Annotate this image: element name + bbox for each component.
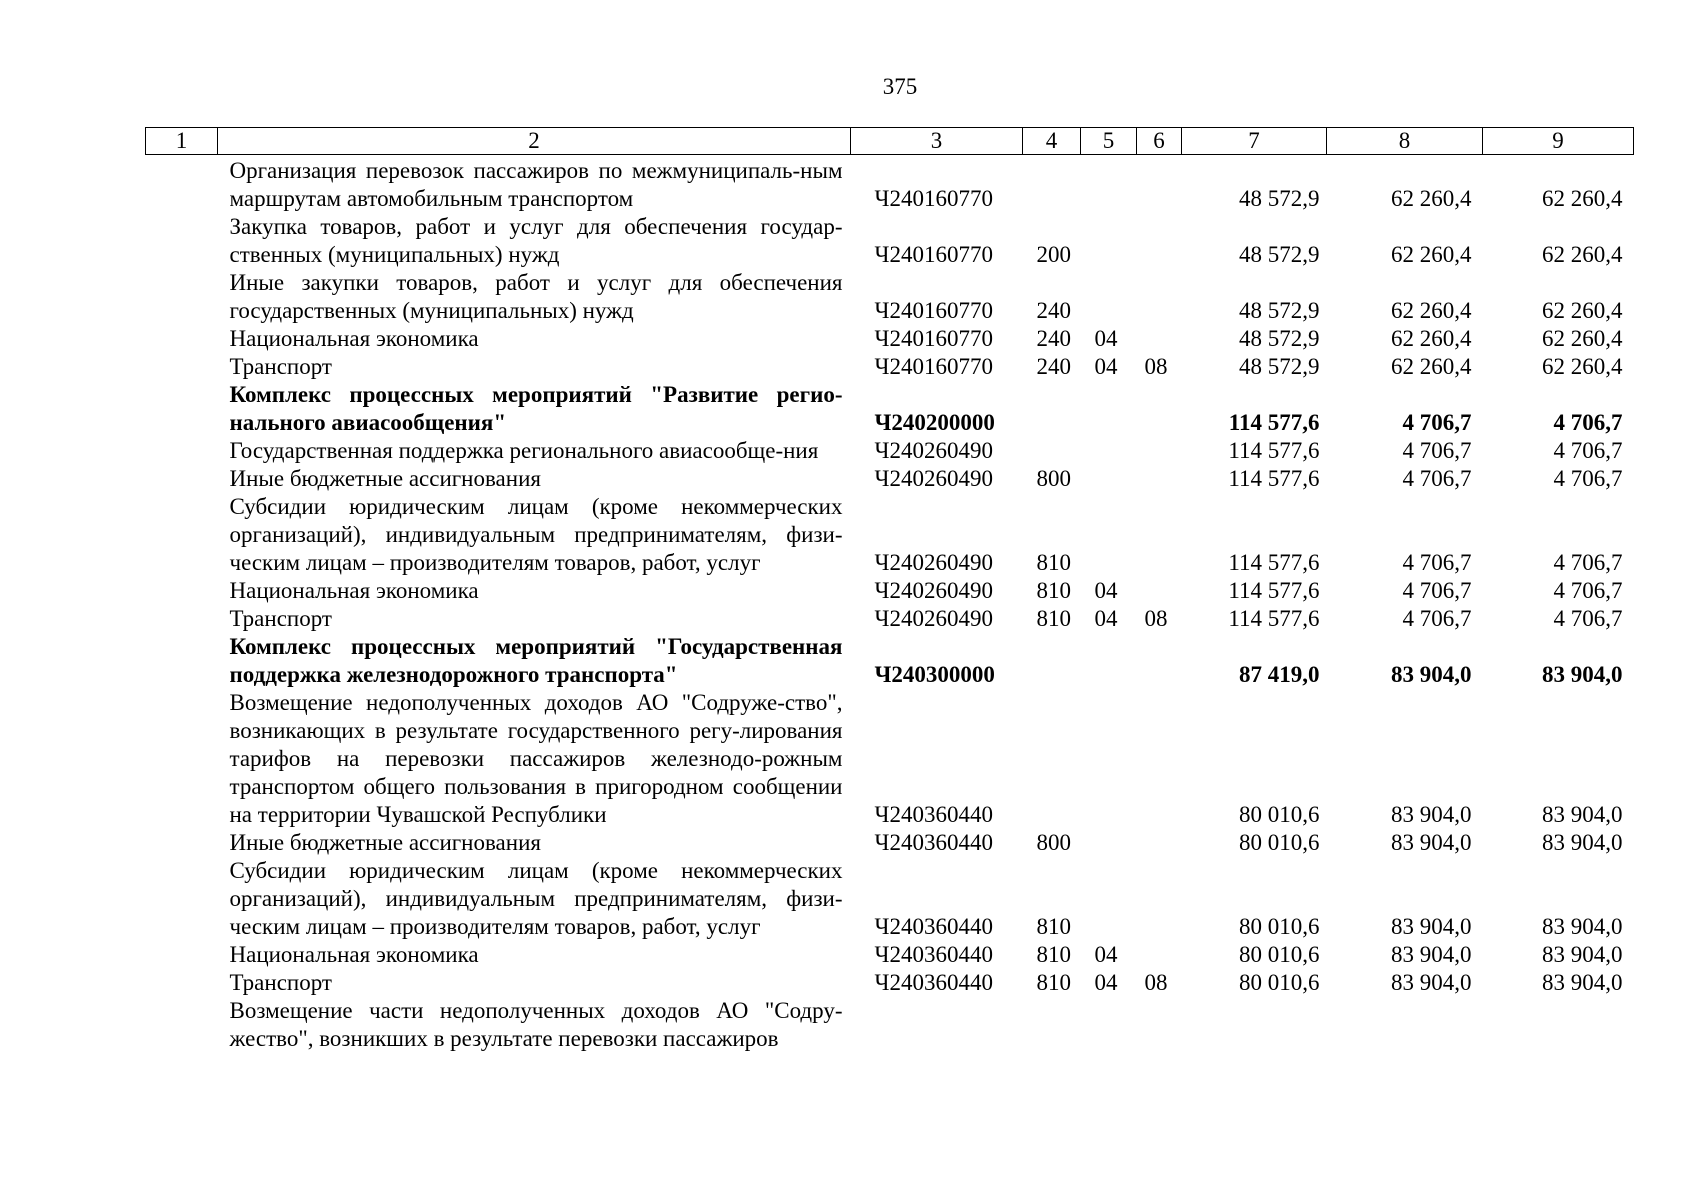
cell-value-9: 62 260,4 <box>1542 242 1623 267</box>
table-row <box>146 155 1634 214</box>
cell-value-9: 62 260,4 <box>1542 354 1623 379</box>
cell-group: 800 <box>1036 830 1071 855</box>
cell-code: Ч240160770 <box>874 242 993 267</box>
cell-subsection <box>1137 577 1182 605</box>
header-col-6: 6 <box>1137 128 1182 155</box>
cell-name: Закупка товаров, работ и услуг для обеспечения государ-ственных (муниципальных) нужд <box>229 214 843 267</box>
cell-code: Ч240200000 <box>874 410 995 435</box>
cell-group <box>1023 689 1081 829</box>
cell-value-7 <box>1182 997 1327 1053</box>
cell-name: Транспорт <box>229 606 332 631</box>
cell-name: Комплекс процессных мероприятий "Развитие регио-нального авиасообщения" <box>229 382 843 435</box>
cell-section <box>1081 493 1137 577</box>
cell-subsection <box>1137 465 1182 493</box>
table-row <box>146 689 1634 829</box>
cell-value-7: 114 577,6 <box>1228 550 1320 575</box>
cell-code: Ч240360440 <box>874 830 993 855</box>
cell-value-8: 62 260,4 <box>1391 354 1472 379</box>
header-col-7: 7 <box>1182 128 1327 155</box>
cell-col-1 <box>146 605 218 633</box>
cell-value-9: 4 706,7 <box>1553 578 1623 603</box>
cell-name: Комплекс процессных мероприятий "Государственная поддержка железнодорожного транспорта" <box>229 634 843 687</box>
cell-group: 800 <box>1036 466 1071 491</box>
cell-subsection <box>1137 325 1182 353</box>
page-number: 375 <box>882 74 918 99</box>
header-col-2: 2 <box>218 128 851 155</box>
cell-col-1 <box>146 633 218 689</box>
cell-value-8: 83 904,0 <box>1391 970 1472 995</box>
cell-group: 810 <box>1036 914 1071 939</box>
cell-value-8: 4 706,7 <box>1402 466 1472 491</box>
header-col-9: 9 <box>1483 128 1634 155</box>
cell-section: 04 <box>1094 970 1118 995</box>
table-row <box>146 829 1634 857</box>
cell-col-1 <box>146 997 218 1053</box>
header-col-5: 5 <box>1081 128 1137 155</box>
cell-group: 240 <box>1036 326 1071 351</box>
table-row <box>146 213 1634 269</box>
table-row <box>146 941 1634 969</box>
header-col-4: 4 <box>1023 128 1081 155</box>
cell-value-7: 48 572,9 <box>1239 298 1320 323</box>
cell-value-7: 114 577,6 <box>1228 578 1320 603</box>
cell-col-1 <box>146 465 218 493</box>
cell-value-8: 4 706,7 <box>1402 550 1472 575</box>
cell-subsection <box>1137 437 1182 465</box>
cell-value-9 <box>1483 997 1634 1053</box>
table-row <box>146 857 1634 941</box>
cell-value-9: 83 904,0 <box>1542 830 1623 855</box>
cell-value-8: 62 260,4 <box>1391 186 1472 211</box>
cell-value-7: 87 419,0 <box>1239 662 1320 687</box>
cell-value-7: 114 577,6 <box>1228 410 1320 435</box>
cell-group <box>1023 381 1081 437</box>
cell-value-8: 83 904,0 <box>1391 662 1472 687</box>
cell-name: Национальная экономика <box>229 578 479 603</box>
header-col-1: 1 <box>146 128 218 155</box>
table-row <box>146 269 1634 325</box>
cell-value-7: 48 572,9 <box>1239 326 1320 351</box>
cell-value-8: 83 904,0 <box>1391 830 1472 855</box>
cell-value-9: 4 706,7 <box>1553 410 1623 435</box>
cell-subsection: 08 <box>1144 606 1168 631</box>
cell-col-1 <box>146 857 218 941</box>
cell-subsection <box>1137 941 1182 969</box>
cell-name: Национальная экономика <box>229 942 479 967</box>
cell-col-1 <box>146 269 218 325</box>
table-row <box>146 353 1634 381</box>
cell-subsection <box>1137 689 1182 829</box>
cell-value-7: 80 010,6 <box>1239 970 1320 995</box>
cell-col-1 <box>146 325 218 353</box>
table-row <box>146 577 1634 605</box>
cell-name: Национальная экономика <box>229 326 479 351</box>
cell-col-1 <box>146 941 218 969</box>
cell-value-7: 80 010,6 <box>1239 914 1320 939</box>
cell-name: Субсидии юридическим лицам (кроме некоммерческих организаций), индивидуальным предпринимателям, физи-ческим лицам – производителям товаров, работ, услуг <box>229 858 843 939</box>
cell-name: Организация перевозок пассажиров по межмуниципаль-ным маршрутам автомобильным транспортом <box>229 158 843 211</box>
cell-code: Ч240360440 <box>874 970 993 995</box>
cell-value-8: 83 904,0 <box>1391 942 1472 967</box>
cell-subsection <box>1137 381 1182 437</box>
cell-name: Государственная поддержка регионального авиасообще-ния <box>229 438 819 463</box>
cell-col-1 <box>146 437 218 465</box>
table-row <box>146 381 1634 437</box>
cell-col-1 <box>146 213 218 269</box>
table-row <box>146 493 1634 577</box>
cell-code: Ч240160770 <box>874 298 993 323</box>
cell-value-9: 83 904,0 <box>1542 802 1623 827</box>
cell-col-1 <box>146 381 218 437</box>
cell-code <box>851 997 1023 1053</box>
cell-code: Ч240360440 <box>874 802 993 827</box>
cell-section: 04 <box>1094 942 1118 967</box>
cell-code: Ч240260490 <box>874 578 993 603</box>
cell-col-1 <box>146 689 218 829</box>
cell-section <box>1081 997 1137 1053</box>
cell-group: 810 <box>1036 970 1071 995</box>
table-row <box>146 325 1634 353</box>
cell-group: 240 <box>1036 298 1071 323</box>
cell-value-8: 4 706,7 <box>1402 606 1472 631</box>
cell-code: Ч240160770 <box>874 354 993 379</box>
cell-value-9: 83 904,0 <box>1542 942 1623 967</box>
cell-section: 04 <box>1094 578 1118 603</box>
cell-value-9: 4 706,7 <box>1553 466 1623 491</box>
cell-value-7: 114 577,6 <box>1228 466 1320 491</box>
cell-code: Ч240260490 <box>874 550 993 575</box>
cell-code: Ч240260490 <box>874 466 993 491</box>
cell-value-7: 48 572,9 <box>1239 354 1320 379</box>
table-row <box>146 969 1634 997</box>
cell-subsection <box>1137 269 1182 325</box>
cell-group: 810 <box>1036 606 1071 631</box>
header-col-8: 8 <box>1327 128 1483 155</box>
cell-group: 240 <box>1036 354 1071 379</box>
cell-col-1 <box>146 493 218 577</box>
cell-col-1 <box>146 155 218 214</box>
budget-table <box>145 127 1634 1053</box>
cell-value-8: 62 260,4 <box>1391 298 1472 323</box>
cell-section: 04 <box>1094 326 1118 351</box>
cell-name: Возмещение недополученных доходов АО "Содруже-ство", возникающих в результате государственного регу-лирования тарифов на перевозки пассажиров железнодо-рожным транспортом общего пользования в пригородном сообщении на территории Чувашской Республики <box>229 690 843 827</box>
cell-value-8: 4 706,7 <box>1402 578 1472 603</box>
cell-group <box>1023 997 1081 1053</box>
cell-group: 810 <box>1036 578 1071 603</box>
cell-subsection <box>1137 493 1182 577</box>
header-row <box>146 128 1634 155</box>
table-row <box>146 465 1634 493</box>
cell-subsection: 08 <box>1144 970 1168 995</box>
cell-code: Ч240160770 <box>874 186 993 211</box>
cell-subsection <box>1137 155 1182 214</box>
cell-col-1 <box>146 577 218 605</box>
cell-value-9: 83 904,0 <box>1542 970 1623 995</box>
cell-value-9: 4 706,7 <box>1553 438 1623 463</box>
cell-subsection <box>1137 633 1182 689</box>
cell-value-8: 83 904,0 <box>1391 802 1472 827</box>
cell-section <box>1081 689 1137 829</box>
cell-subsection <box>1137 997 1182 1053</box>
header-col-3: 3 <box>851 128 1023 155</box>
cell-section <box>1081 465 1137 493</box>
table-row <box>146 605 1634 633</box>
cell-value-8: 62 260,4 <box>1391 326 1472 351</box>
cell-section <box>1081 269 1137 325</box>
cell-group <box>1023 633 1081 689</box>
cell-value-7: 48 572,9 <box>1239 186 1320 211</box>
cell-value-9: 83 904,0 <box>1542 662 1623 687</box>
cell-section <box>1081 381 1137 437</box>
cell-value-9: 4 706,7 <box>1553 550 1623 575</box>
cell-col-1 <box>146 353 218 381</box>
cell-name: Иные бюджетные ассигнования <box>229 830 541 855</box>
cell-value-8: 62 260,4 <box>1391 242 1472 267</box>
cell-code: Ч240300000 <box>874 662 995 687</box>
cell-section: 04 <box>1094 606 1118 631</box>
cell-name: Иные закупки товаров, работ и услуг для обеспечения государственных (муниципальных) нужд <box>229 270 843 323</box>
cell-section <box>1081 213 1137 269</box>
cell-section <box>1081 437 1137 465</box>
cell-value-8: 4 706,7 <box>1402 410 1472 435</box>
cell-subsection <box>1137 829 1182 857</box>
cell-code: Ч240160770 <box>874 326 993 351</box>
cell-code: Ч240360440 <box>874 914 993 939</box>
table-row <box>146 997 1634 1053</box>
cell-value-7: 48 572,9 <box>1239 242 1320 267</box>
cell-group <box>1023 155 1081 214</box>
cell-col-1 <box>146 969 218 997</box>
table-row <box>146 633 1634 689</box>
cell-name: Транспорт <box>229 970 332 995</box>
cell-subsection <box>1137 213 1182 269</box>
cell-value-8: 83 904,0 <box>1391 914 1472 939</box>
cell-group: 810 <box>1036 550 1071 575</box>
cell-value-7: 80 010,6 <box>1239 802 1320 827</box>
cell-section <box>1081 829 1137 857</box>
cell-value-9: 62 260,4 <box>1542 326 1623 351</box>
cell-section <box>1081 633 1137 689</box>
cell-value-8: 4 706,7 <box>1402 438 1472 463</box>
cell-value-8 <box>1327 997 1483 1053</box>
cell-group: 810 <box>1036 942 1071 967</box>
cell-value-9: 83 904,0 <box>1542 914 1623 939</box>
cell-code: Ч240260490 <box>874 438 993 463</box>
cell-code: Ч240360440 <box>874 942 993 967</box>
cell-value-9: 62 260,4 <box>1542 186 1623 211</box>
table-row <box>146 437 1634 465</box>
cell-section <box>1081 155 1137 214</box>
cell-name: Транспорт <box>229 354 332 379</box>
cell-value-7: 80 010,6 <box>1239 830 1320 855</box>
cell-name: Возмещение части недополученных доходов АО "Содру-жество", возникших в результате перевозки пассажиров <box>229 998 843 1051</box>
table-header <box>146 128 1634 155</box>
cell-name: Иные бюджетные ассигнования <box>229 466 541 491</box>
cell-code: Ч240260490 <box>874 606 993 631</box>
cell-group: 200 <box>1036 242 1071 267</box>
cell-section <box>1081 857 1137 941</box>
cell-value-7: 114 577,6 <box>1228 438 1320 463</box>
cell-value-9: 4 706,7 <box>1553 606 1623 631</box>
cell-value-7: 80 010,6 <box>1239 942 1320 967</box>
cell-section: 04 <box>1094 354 1118 379</box>
table-body <box>146 155 1634 1054</box>
cell-value-9: 62 260,4 <box>1542 298 1623 323</box>
cell-group <box>1023 437 1081 465</box>
cell-subsection <box>1137 857 1182 941</box>
cell-subsection: 08 <box>1144 354 1168 379</box>
cell-col-1 <box>146 829 218 857</box>
cell-value-7: 114 577,6 <box>1228 606 1320 631</box>
cell-name: Субсидии юридическим лицам (кроме некоммерческих организаций), индивидуальным предпринимателям, физи-ческим лицам – производителям товаров, работ, услуг <box>229 494 843 575</box>
